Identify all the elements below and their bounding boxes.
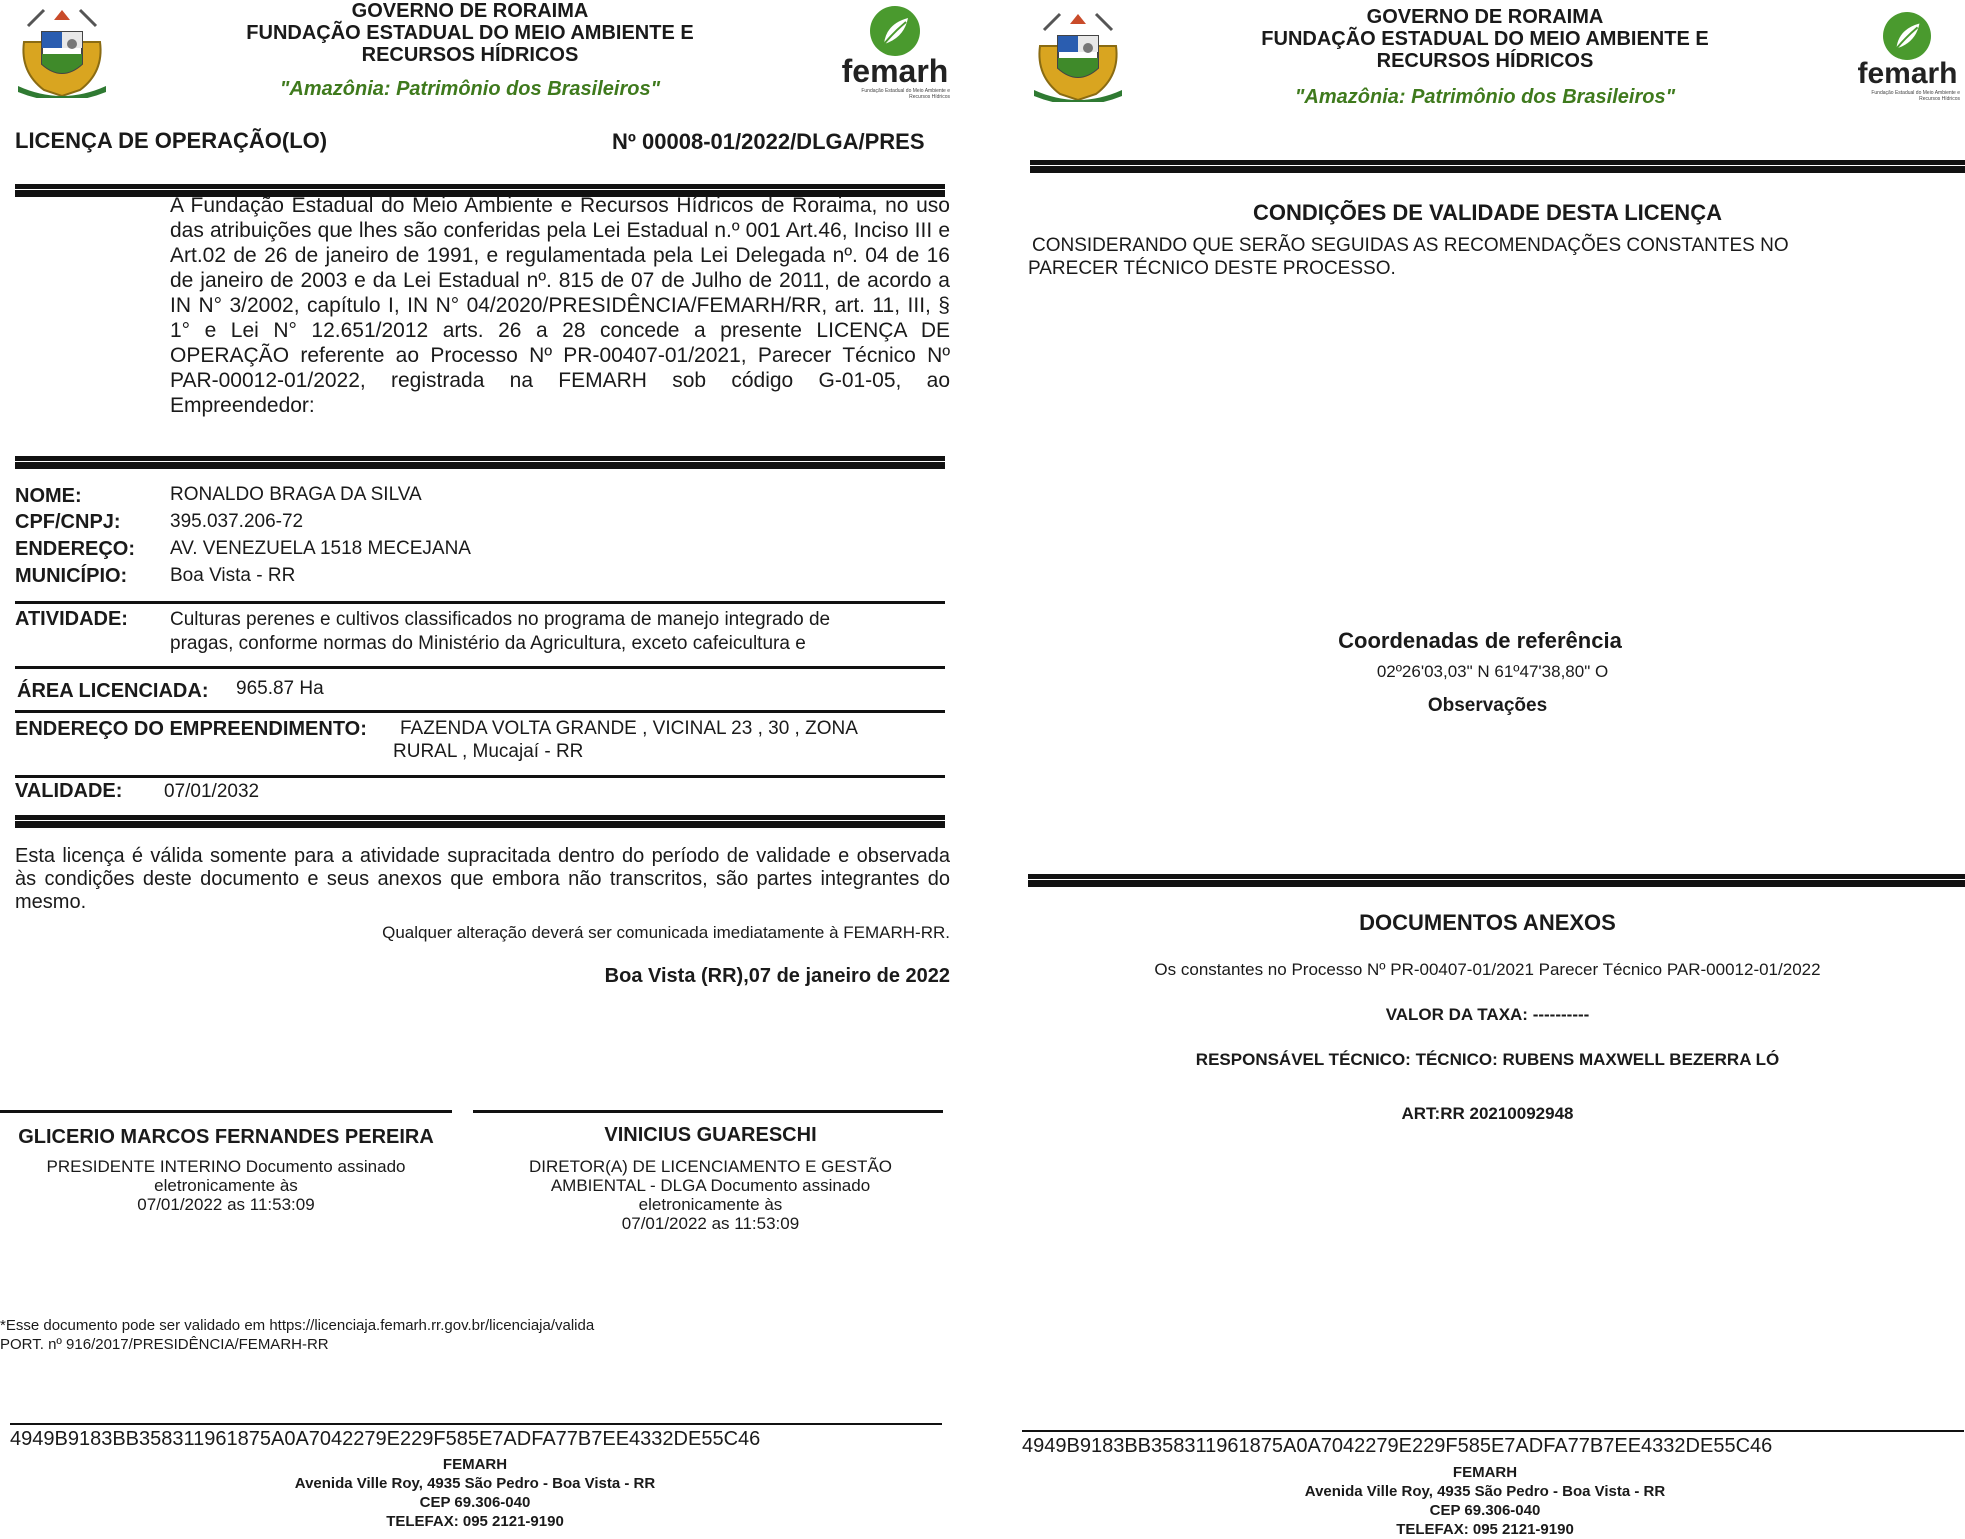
conditions-title: CONDIÇÕES DE VALIDADE DESTA LICENÇA [1253,200,1722,225]
header-line-1: GOVERNO DE RORAIMA [1366,6,1604,28]
signatory-line: DIRETOR(A) DE LICENCIAMENTO E GESTÃO [528,1157,893,1176]
leaf-logo-icon [1883,12,1931,60]
atividade-line-2: pragas, conforme normas do Ministério da Agricultura, exceto cafeicultura e [170,633,806,654]
signatory-line: eletronicamente às [638,1195,783,1214]
atividade-label: ATIVIDADE: [15,608,128,630]
header-line-3: RECURSOS HÍDRICOS [1376,50,1594,72]
signature-block-president [0,1126,452,1214]
footer [1250,1463,1720,1539]
conditions-text [1028,234,1789,280]
divider [1028,874,1965,887]
signature-line [0,1110,452,1113]
divider [15,710,945,713]
divider [15,775,945,778]
logo-subtext: Fundação Estadual do Meio Ambiente e Recursos Hídricos [1871,90,1960,102]
motto: "Amazônia: Patrimônio dos Brasileiros" [1294,86,1676,108]
nome-value: RONALDO BRAGA DA SILVA [170,484,422,505]
nome-label: NOME: [15,485,82,507]
header-line-2: FUNDAÇÃO ESTADUAL DO MEIO AMBIENTE E [1261,28,1709,50]
signature-block-director [473,1124,948,1233]
logo-wordmark: femarh [841,53,949,89]
divider [15,815,945,828]
femarh-logo [1855,12,1960,102]
header-line-3: RECURSOS HÍDRICOS [361,44,579,66]
divider [15,601,945,604]
change-notice: Qualquer alteração deverá ser comunicada imediatamente à FEMARH-RR. [382,923,950,942]
atividade-line-1: Culturas perenes e cultivos classificados no programa de manejo integrado de [170,609,831,630]
area-label: ÁREA LICENCIADA: [17,680,209,702]
validation-note: *Esse documento pode ser validado em https://licenciaja.femarh.rr.gov.br/licenciaja/valida [0,1317,595,1334]
footer-cep: CEP 69.306-040 [1429,1502,1541,1519]
validity-paragraph: Esta licença é válida somente para a atividade supracitada dentro do período de validade e observada às condições deste documento e seus anexos que embora não transcritos, são partes integrantes do mesmo. [15,845,950,913]
signatory-role [473,1157,948,1233]
signatory-line: AMBIENTAL - DLGA Documento assinado [550,1176,871,1195]
technician: RESPONSÁVEL TÉCNICO: TÉCNICO: RUBENS MAXWELL BEZERRA LÓ [1195,1050,1780,1069]
municipio-label: MUNICÍPIO: [15,565,128,587]
footer-org: FEMARH [1452,1464,1518,1481]
fee: VALOR DA TAXA: ---------- [1385,1005,1590,1024]
signatory-role [0,1157,452,1214]
government-header [1205,6,1765,72]
signatory-line: 07/01/2022 as 11:53:09 [621,1214,800,1233]
leaf-logo-icon [870,6,920,56]
validade-label: VALIDADE: [15,780,123,802]
government-header [190,0,750,66]
signatory-line: eletronicamente às [154,1176,298,1195]
motto: "Amazônia: Patrimônio dos Brasileiros" [279,78,661,100]
license-type: LICENÇA DE OPERAÇÃO(LO) [15,128,328,153]
conditions-line: PARECER TÉCNICO DESTE PROCESSO. [1028,258,1396,279]
intro-paragraph: A Fundação Estadual do Meio Ambiente e Recursos Hídricos de Roraima, no uso das atribuições que lhes são conferidas pela Lei Estadual n.º 001 Art.46, Inciso III e Art.02 de 26 de janeiro de 1991, e regulamentada pela Lei Delegada nº. 04 de 16 de janeiro de 2003 e da Lei Estadual nº. 815 de 07 de Julho de 2011, de acordo a IN N° 3/2002, capítulo I, IN N° 04/2020/PRESIDÊNCIA/FEMARH/RR, art. 11, III, § 1° e Lei N° 12.651/2012 arts. 26 a 28 concede a presente LICENÇA DE OPERAÇÃO referente ao Processo Nº PR-00407-01/2021, Parecer Técnico Nº PAR-00012-01/2022, registrada na FEMARH sob código G-01-05, ao Empreendedor: [170,194,950,417]
endereco-empreendimento-label: ENDEREÇO DO EMPREENDIMENTO: [15,718,367,740]
endereco-label: ENDEREÇO: [15,538,136,560]
femarh-logo [840,6,950,100]
footer-cep: CEP 69.306-040 [419,1494,531,1511]
header-line-1: GOVERNO DE RORAIMA [351,0,589,22]
footer [240,1455,710,1531]
endereco-empreendimento-line-1: FAZENDA VOLTA GRANDE , VICINAL 23 , 30 , ZONA [400,718,858,739]
annexes-title: DOCUMENTOS ANEXOS [1359,910,1616,935]
document-hash: 4949B9183BB358311961875A0A7042279E229F585E7ADFA77B7EE4332DE55C46 [10,1428,761,1450]
logo-wordmark: femarh [1857,57,1958,90]
endereco-value: AV. VENEZUELA 1518 MECEJANA [170,538,471,559]
license-page-1 [0,0,980,1534]
municipio-value: Boa Vista - RR [170,565,296,586]
state-coat-of-arms-icon [14,2,110,98]
cpf-label: CPF/CNPJ: [15,511,121,533]
signatory-line: 07/01/2022 as 11:53:09 [137,1195,315,1214]
header-line-2: FUNDAÇÃO ESTADUAL DO MEIO AMBIENTE E [246,22,694,44]
atividade-value [170,608,830,656]
coords-title: Coordenadas de referência [1338,628,1622,653]
portaria: PORT. nº 916/2017/PRESIDÊNCIA/FEMARH-RR [0,1336,329,1353]
document-hash: 4949B9183BB358311961875A0A7042279E229F585E7ADFA77B7EE4332DE55C46 [1022,1435,1773,1457]
state-coat-of-arms-icon [1030,6,1126,102]
footer-phone: TELEFAX: 095 2121-9190 [386,1513,564,1530]
art-number: ART:RR 20210092948 [1401,1104,1574,1123]
validade-value: 07/01/2032 [164,781,260,802]
area-value: 965.87 Ha [236,678,324,699]
signature-line [473,1110,943,1113]
signatory-name: VINICIUS GUARESCHI [604,1124,817,1146]
footer-phone: TELEFAX: 095 2121-9190 [1396,1521,1574,1538]
footer-address: Avenida Ville Roy, 4935 São Pedro - Boa Vista - RR [294,1475,656,1492]
observacoes-title: Observações [1427,695,1548,716]
divider [1030,160,1965,173]
footer-org: FEMARH [442,1456,508,1473]
license-number: Nº 00008-01/2022/DLGA/PRES [612,129,925,154]
signatory-line: PRESIDENTE INTERINO Documento assinado [46,1157,406,1176]
conditions-line: CONSIDERANDO QUE SERÃO SEGUIDAS AS RECOMENDAÇÕES CONSTANTES NO [1032,235,1789,256]
divider [10,1423,942,1425]
divider [15,666,945,669]
cpf-value: 395.037.206-72 [170,511,304,532]
divider [15,456,945,469]
signatory-name: GLICERIO MARCOS FERNANDES PEREIRA [18,1126,434,1148]
endereco-empreendimento-line-2: RURAL , Mucajaí - RR [393,741,584,762]
annexes-text: Os constantes no Processo Nº PR-00407-01/2021 Parecer Técnico PAR-00012-01/2022 [1154,960,1821,979]
divider [1022,1430,1964,1432]
coords-value: 02º26'03,03" N 61º47'38,80" O [1376,662,1609,681]
validation-note-block [0,1316,594,1354]
place-date: Boa Vista (RR),07 de janeiro de 2022 [604,965,950,987]
footer-address: Avenida Ville Roy, 4935 São Pedro - Boa Vista - RR [1304,1483,1666,1500]
logo-subtext: Fundação Estadual do Meio Ambiente e Recursos Hídricos [861,88,950,100]
license-page-2 [1010,0,1965,1538]
